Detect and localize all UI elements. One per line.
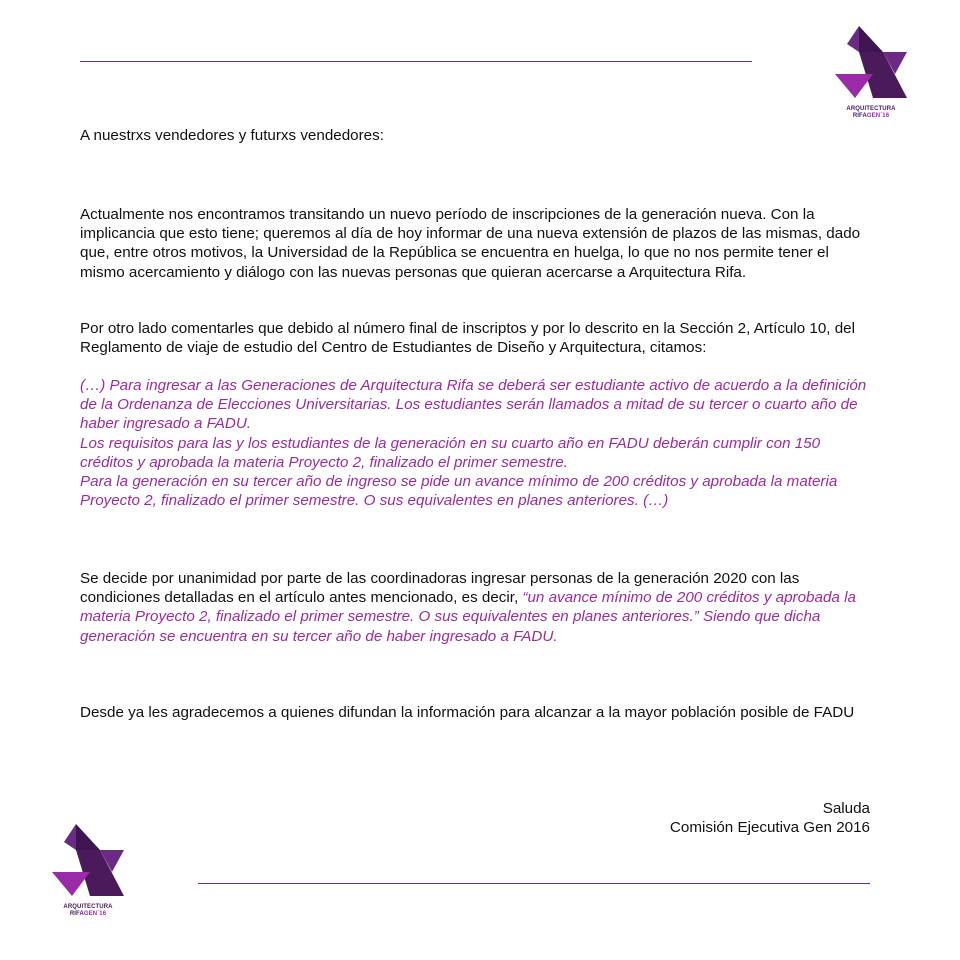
arquitectura-rifa-logo-bottom bbox=[52, 824, 124, 918]
logo-mark-icon bbox=[835, 26, 907, 102]
quote-line-3: Para la generación en su tercer año de ingreso se pide un avance mínimo de 200 créditos y aprobada la materia Proyecto 2, finalizado el primer semestre. O sus equivalentes en planes anteriores. (…) bbox=[80, 473, 838, 510]
paragraph-2-text: Por otro lado comentarles que debido al número final de inscriptos y por lo descrito en la Sección 2, Artículo 10, del Reglamento de viaje de estudio del Centro de Estudiantes de Diseño y Arquitectura, citamos: bbox=[80, 320, 855, 357]
logo-caption bbox=[52, 904, 124, 918]
paragraph-3-plain: Se decide por unanimidad por parte de las coordinadoras ingresar personas de la generación 2020 con las condiciones detalladas en el artículo antes mencionado, es decir, bbox=[80, 570, 800, 607]
logo-caption bbox=[835, 106, 907, 120]
logo-mark-icon bbox=[52, 824, 124, 900]
paragraph-2 bbox=[80, 319, 872, 357]
paragraph-4 bbox=[80, 703, 872, 722]
paragraph-4-text: Desde ya les agradecemos a quienes difundan la información para alcanzar a la mayor población posible de FADU bbox=[80, 704, 855, 721]
greeting-text: A nuestrxs vendedores y futurxs vendedores: bbox=[80, 127, 384, 144]
arquitectura-rifa-logo-top bbox=[835, 26, 907, 120]
logo-rifa: RIFA bbox=[852, 113, 867, 119]
regulation-quote bbox=[80, 376, 872, 510]
logo-gen: GEN´16 bbox=[83, 911, 107, 917]
signature-line-2: Comisión Ejecutiva Gen 2016 bbox=[669, 819, 870, 837]
greeting bbox=[80, 126, 872, 145]
paragraph-1 bbox=[80, 205, 872, 282]
logo-line-1: ARQUITECTURA bbox=[63, 904, 113, 910]
quote-line-2: Los requisitos para las y los estudiantes de la generación en su cuarto año en FADU deberán cumplir con 150 créditos y aprobada la materia Proyecto 2, finalizado el primer semestre. bbox=[80, 434, 821, 471]
signature bbox=[670, 799, 870, 837]
paragraph-3 bbox=[80, 569, 872, 646]
signature-line-1: Saluda bbox=[822, 800, 870, 817]
paragraph-3-italic: “un avance mínimo de 200 créditos y aprobada la materia Proyecto 2, finalizado el primer semestre. O sus equivalentes en planes anteriores.” Siendo que dicha generación se encuentra en su tercer año de haber ingresado a FADU. bbox=[80, 589, 856, 645]
logo-rifa: RIFA bbox=[69, 911, 84, 917]
footer-divider bbox=[198, 883, 870, 884]
header-divider bbox=[80, 61, 752, 62]
logo-line-1: ARQUITECTURA bbox=[846, 106, 896, 112]
quote-line-1: (…) Para ingresar a las Generaciones de Arquitectura Rifa se deberá ser estudiante activo de acuerdo a la definición de la Ordenanza de Elecciones Universitarias. Los estudiantes serán llamados a mitad de su tercer o cuarto año de haber ingresado a FADU. bbox=[80, 377, 867, 433]
paragraph-1-text: Actualmente nos encontramos transitando un nuevo período de inscripciones de la generación nueva. Con la implicancia que esto tiene; queremos al día de hoy informar de una nueva extensión de plazos de las mismas, dado que, entre otros motivos, la Universidad de la República se encuentra en huelga, lo que no nos permite tener el mismo acercamiento y diálogo con las nuevas personas que quieran acercarse a Arquitectura Rifa. bbox=[80, 206, 861, 281]
logo-gen: GEN´16 bbox=[866, 113, 890, 119]
